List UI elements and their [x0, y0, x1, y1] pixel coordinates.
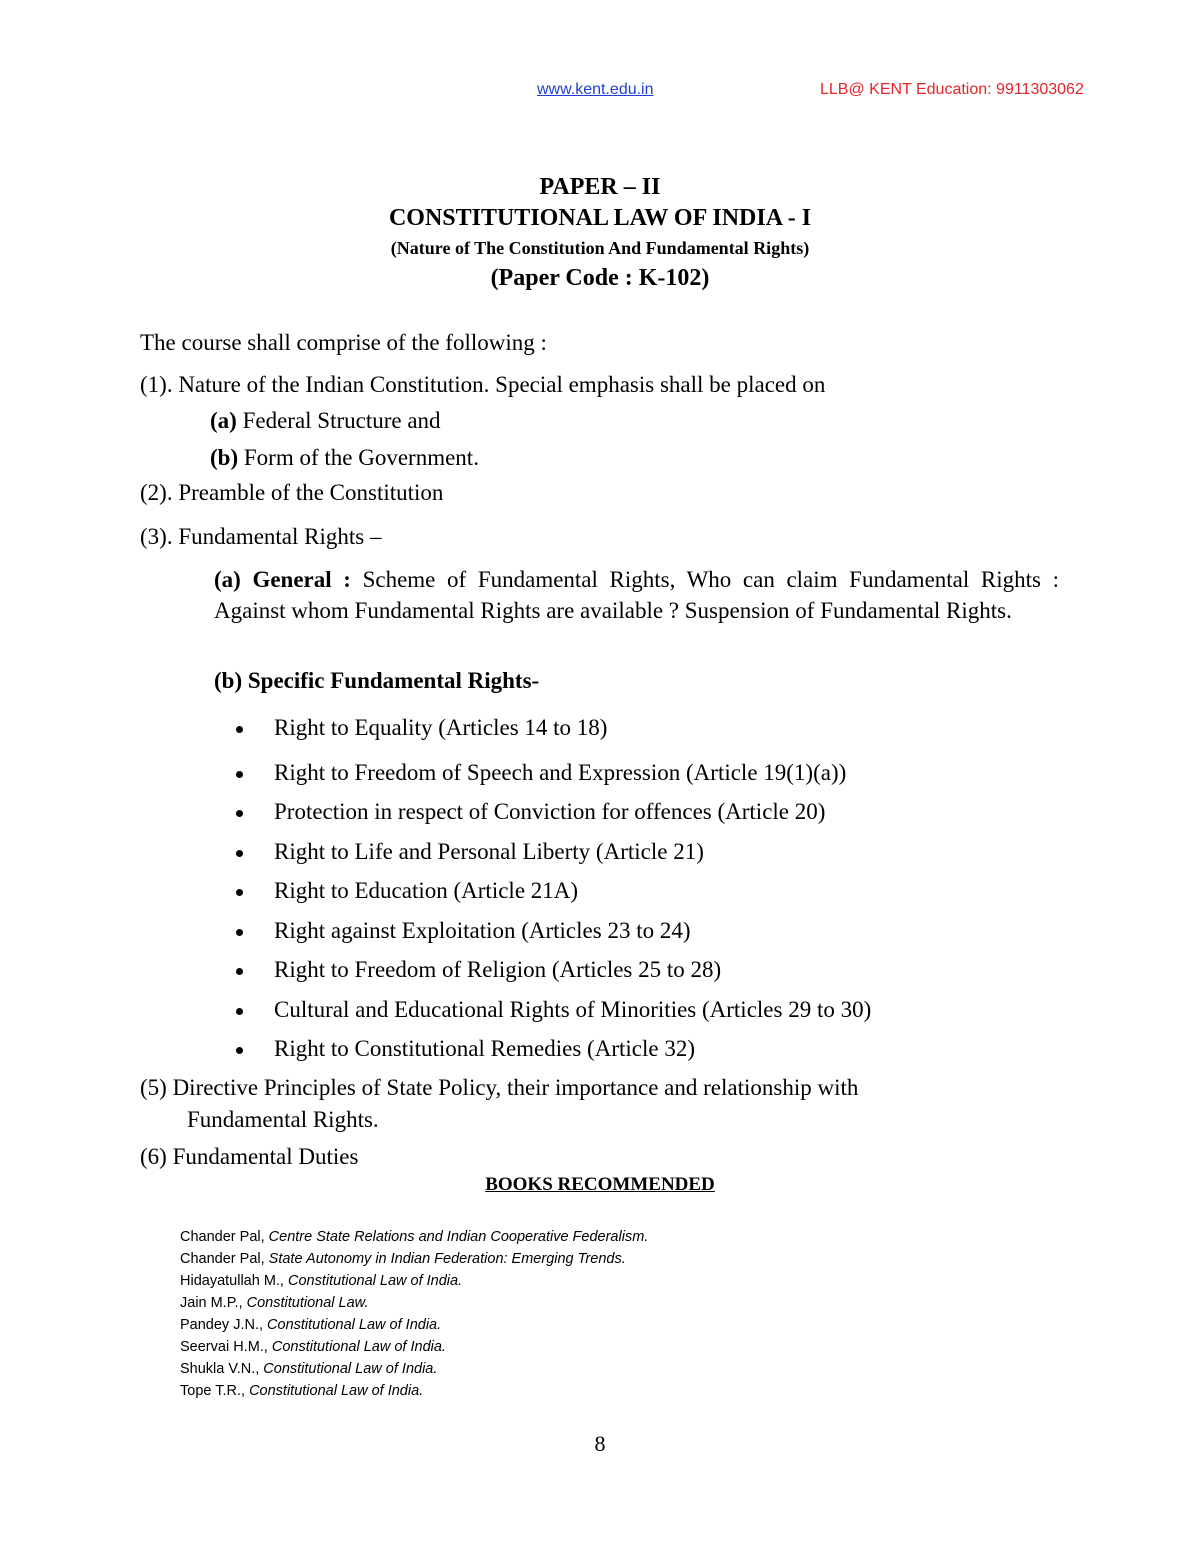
book-title: Constitutional Law of India. — [263, 1361, 438, 1377]
item-6: (6) Fundamental Duties — [140, 1144, 359, 1169]
book-author: Seervai H.M., — [180, 1339, 272, 1355]
book-entry — [180, 1295, 368, 1311]
book-author: Jain M.P., — [180, 1295, 243, 1311]
item-3a-paragraph — [214, 564, 1059, 626]
item-5-first-line: (5) Directive Principles of State Policy, their importance and relationship with — [140, 1075, 859, 1100]
book-title: Constitutional Law of India. — [249, 1383, 424, 1399]
item-1b-text: Form of the Government. — [238, 445, 479, 470]
book-author: Chander Pal, — [180, 1251, 265, 1267]
list-item: Cultural and Educational Rights of Minorities (Articles 29 to 30) — [274, 997, 872, 1022]
item-3: (3). Fundamental Rights – — [140, 524, 382, 549]
bullet-icon — [236, 968, 243, 975]
book-title: Centre State Relations and Indian Cooperative Federalism. — [268, 1229, 649, 1245]
bullet-icon — [236, 929, 243, 936]
book-entry — [180, 1317, 441, 1333]
item-1: (1). Nature of the Indian Constitution. Special emphasis shall be placed on — [140, 372, 826, 397]
page-title: CONSTITUTIONAL LAW OF INDIA - I — [388, 205, 812, 231]
item-3b-heading: (b) Specific Fundamental Rights- — [214, 668, 540, 693]
book-title: Constitutional Law. — [246, 1295, 369, 1311]
list-item: Right to Equality (Articles 14 to 18) — [274, 715, 608, 740]
bullet-icon — [236, 850, 243, 857]
books-heading: BOOKS RECOMMENDED — [485, 1174, 715, 1195]
item-3a-text: Scheme of Fundamental Rights, Who can claim Fundamental Rights : Against whom Fundamental Rights are available ? Suspension of Fundamental Rights. — [214, 567, 1059, 623]
bullet-icon — [236, 1008, 243, 1015]
book-entry — [180, 1361, 437, 1377]
list-item: Right against Exploitation (Articles 23 to 24) — [274, 918, 691, 943]
list-item: Right to Freedom of Religion (Articles 25 to 28) — [274, 957, 722, 982]
list-item: Right to Constitutional Remedies (Article 32) — [274, 1036, 695, 1061]
book-author: Pandey J.N., — [180, 1317, 264, 1333]
item-1b-letter: (b) — [210, 445, 239, 470]
item-1a — [210, 406, 441, 436]
item-5-continuation: Fundamental Rights. — [187, 1107, 379, 1132]
intro-text: The course shall comprise of the following : — [140, 330, 547, 355]
book-title: Constitutional Law of India. — [288, 1273, 463, 1289]
list-item: Right to Freedom of Speech and Expression (Article 19(1)(a)) — [274, 760, 847, 785]
book-author: Hidayatullah M., — [180, 1273, 288, 1289]
book-entry — [180, 1383, 423, 1399]
bullet-icon — [236, 1047, 243, 1054]
book-author: Tope T.R., — [180, 1383, 246, 1399]
book-entry — [180, 1251, 626, 1267]
list-item: Right to Education (Article 21A) — [274, 878, 579, 903]
item-5 — [140, 1072, 1058, 1136]
item-3a-label: (a) General : — [214, 567, 351, 592]
book-title: Constitutional Law of India. — [267, 1317, 442, 1333]
paper-code: (Paper Code : K-102) — [490, 265, 710, 291]
item-1a-text: Federal Structure and — [236, 408, 441, 433]
bullet-icon — [236, 771, 243, 778]
page-subtitle: (Nature of The Constitution And Fundamental Rights) — [390, 238, 810, 258]
bullet-icon — [236, 889, 243, 896]
book-title: Constitutional Law of India. — [271, 1339, 446, 1355]
item-1a-letter: (a) — [210, 408, 237, 433]
item-2: (2). Preamble of the Constitution — [140, 480, 444, 505]
header-url-link[interactable]: www.kent.edu.in — [537, 81, 654, 98]
bullet-icon — [236, 726, 243, 733]
list-item: Protection in respect of Conviction for offences (Article 20) — [274, 799, 826, 824]
book-author: Chander Pal, — [180, 1229, 265, 1245]
book-entry — [180, 1339, 446, 1355]
paper-number: PAPER – II — [539, 174, 661, 200]
book-entry — [180, 1229, 648, 1245]
bullet-icon — [236, 810, 243, 817]
book-entry — [180, 1273, 462, 1289]
list-item: Right to Life and Personal Liberty (Article 21) — [274, 839, 704, 864]
book-author: Shukla V.N., — [180, 1361, 260, 1377]
header-contact: LLB@ KENT Education: 9911303062 — [820, 81, 1084, 98]
book-title: State Autonomy in Indian Federation: Emerging Trends. — [268, 1251, 626, 1267]
item-1b — [210, 443, 479, 473]
page-number: 8 — [594, 1431, 606, 1456]
